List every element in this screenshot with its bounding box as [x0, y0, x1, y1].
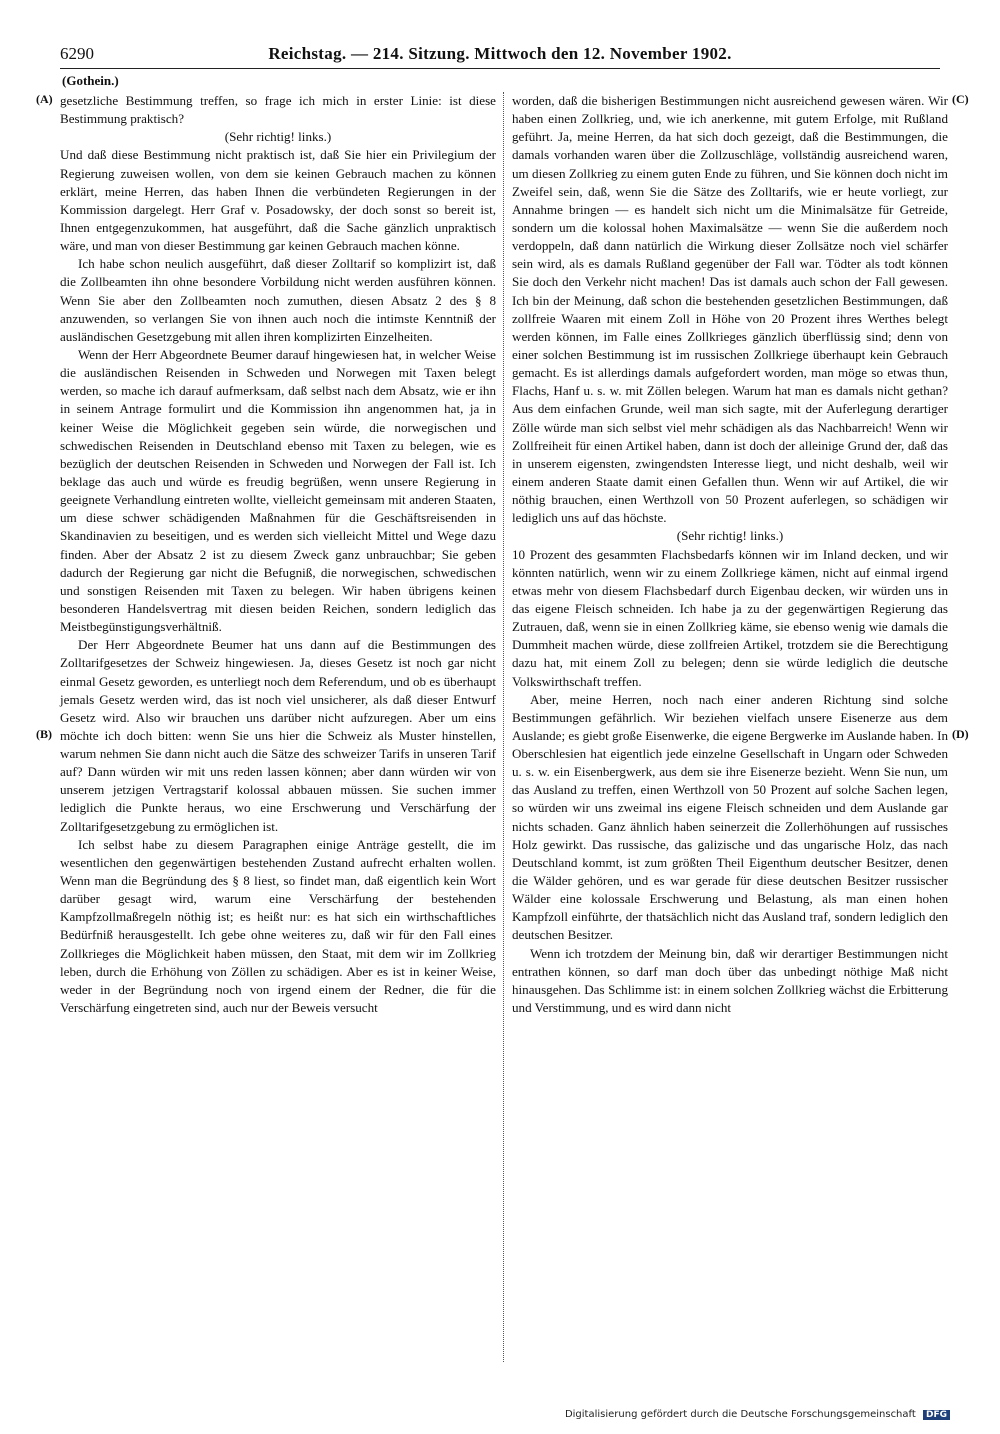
running-title: Reichstag. — 214. Sitzung. Mittwoch den 12. November 1902.	[268, 44, 732, 63]
paragraph: worden, daß die bisherigen Bestimmungen nicht ausreichend gewesen wären. Wir haben einen Zollkrieg, und, wie ich anerkenne, mit gutem Erfolge, mit Rußland geführt. Ja, meine Herren, da hat sich doch gezeigt, daß die Bestimmungen, die damals vorhanden waren über die Zollzuschläge, vollständig ausreichend waren, um diesen Zollkrieg zu einem guten Ende zu führen, und Sie können doch nicht im Zweifel sein, daß, wenn Sie die Sätze des Zolltarifs, wie er heute vorliegt, zur Annahme bringen — es handelt sich nicht um die Minimalsätze für Getreide, sondern um die kolossal hohen Maximalsätze — wenn Sie die außerdem noch verdoppeln, daß dann natürlich die Wirkung dieser Zollsätze noch viel schärfer sein wird, als es damals Rußland gegenüber der Fall war. Tödter als todt können Sie doch den Verkehr nicht machen! Das ist damals auch schon der Fall gewesen. Ich bin der Meinung, daß schon die bestehenden gesetzlichen Bestimmungen, daß zollfreie Waaren mit einem Zoll in Höhe von 20 Prozent ihres Werthes belegt werden können, im Falle eines Zollkrieges gänzlich überflüssig sind; denn von einer solchen Bestimmung ist im russischen Zollkriege überhaupt kein Gebrauch gemacht. Es ist allerdings damals aufgefordert worden, man möge so etwas thun, Flachs, Hanf u. s. w. mit Zöllen belegen. Warum hat man es damals nicht gethan? Aus dem einfachen Grunde, weil man sich sagte, mit der Auferlegung derartiger Zölle würde man sich selbst viel mehr schädigen als das Nachbarreich! Wenn wir Zollfreiheit für einen Artikel haben, dann ist doch der alleinige Grund der, daß das in unserem eigensten, zwingendsten Interesse liegt, und nicht deshalb, weil wir einem anderen Staate damit einen Gefallen thun. Wenn wir auf Artikel, die wir nöthig brauchen, einen Werthzoll von 50 Prozent auferlegen, so schädigen wir lediglich uns auf das höchste.	[512, 93, 948, 526]
paragraph: gesetzliche Bestimmung treffen, so frage ich mich in erster Linie: ist diese Bestimmung praktisch?	[60, 93, 496, 127]
paragraph: Wenn ich trotzdem der Meinung bin, daß wir derartiger Bestimmungen nicht entrathen können, so darf man doch über das unbedingt nöthige Maß nicht hinausgehen. Das Schlimme ist: in einem solchen Zollkrieg wächst die Erbitterung und Verstimmung, und es wird dann nicht	[512, 945, 948, 1016]
footer-credit	[565, 1409, 950, 1420]
paragraph: Aber, meine Herren, noch nach einer anderen Richtung sind solche Bestimmungen gefährlich. Wir beziehen vielfach unsere Eisenerze aus dem Auslande; es giebt große Eisenwerke, die eigene Bergwerke im Auslande haben. In Oberschlesien hat eigentlich jede einzelne Gesellschaft in Ungarn oder Schweden u. s. w. ein Eisenbergwerk, aus dem sie ihre Eisenerze bezieht. Wenn Sie nun, um das Ausland zu treffen, einen Werthzoll von 50 Prozent auf solche Sachen legen, so würden wir uns zweimal ins eigene Fleisch schneiden und dem Auslande gar nichts schaden. Ganz ähnlich haben seinerzeit die Zollerhöhungen auf russisches Holz gewirkt. Das russische, das galizische und das ungarische Holz, das nach Deutschland kommt, ist zum größten Theil Eigenthum deutscher Besitzer, denen die Wälder gehören, und es war gerade für diese deutschen Besitzer russischer Wälder eine kolossale Erschwerung und Belastung, als man einen hohen Kampfzoll einführte, der thatsächlich nicht das Ausland traf, sondern lediglich den deutschen Besitzer.	[512, 691, 948, 943]
margin-marker-d: (D)	[952, 727, 969, 741]
margin-marker-b: (B)	[36, 727, 52, 741]
interjection: (Sehr richtig! links.)	[224, 129, 332, 145]
paragraph: Ich habe schon neulich ausgeführt, daß dieser Zolltarif so komplizirt ist, daß die Zollbeamten ihn ohne besondere Vorbildung nicht werden ausführen können. Wenn Sie aber den Zollbeamten noch zumuthen, diesen Absatz 2 des § 8 anzuwenden, so verlangen Sie von ihnen auch noch die intimste Kenntniß der ausländischen Gesetzgebung mit allen ihren komplizirten Einzelheiten.	[60, 256, 496, 344]
right-column	[512, 92, 948, 1017]
speaker-label: (Gothein.)	[62, 73, 119, 88]
margin-marker-a: (A)	[36, 92, 53, 106]
left-column	[60, 92, 496, 1017]
margin-marker-c: (C)	[952, 92, 969, 106]
paragraph: Und daß diese Bestimmung nicht praktisch ist, daß Sie hier ein Privilegium der Regierung zuweisen wollen, von dem sie keinen Gebrauch machen zu können erklärt, meine Herren, das haben Ihnen die verbündeten Regierungen in der Kommission dargelegt. Herr Graf v. Posadowsky, der doch sonst so bereit ist, Ihnen entgegenzukommen, hat ausgeführt, daß die Sache gänzlich unpraktisch wäre, und man von dieser Bestimmung gar keinen Gebrauch machen könne.	[60, 147, 496, 254]
paragraph: 10 Prozent des gesammten Flachsbedarfs können wir im Inland decken, und wir könnten natürlich, wenn wir zu einem Zollkriege kämen, nicht auf einmal irgend etwas mehr von diesem Flachsbedarf durch Eigenbau decken, wir würden uns in das eigene Fleisch schneiden. Ich habe ja zu der gegenwärtigen Regierung das Zutrauen, daß, wenn sie in einen Zollkrieg käme, sie ebenso wenig wie damals die Dummheit machen würde, diese zollfreien Artikel, trotzdem sie die Berechtigung dazu hat, mit einem Zoll zu belegen; denn sie würde lediglich die deutsche Volkswirthschaft treffen.	[512, 546, 948, 689]
footer-credit-text: Digitalisierung gefördert durch die Deutsche Forschungsgemeinschaft	[564, 1409, 916, 1420]
paragraph: Der Herr Abgeordnete Beumer hat uns dann auf die Bestimmungen des Zolltarifgesetzes der Schweiz hingewiesen. Ja, dieses Gesetz ist noch gar nicht einmal Gesetz geworden, es unterliegt noch dem Referendum, und ob es überhaupt jemals Gesetz werden wird, das ist noch viel unsicherer, als daß dieser Entwurf Gesetz wird. Also wir brauchen uns darüber nicht aufzuregen. Aber um eins möchte ich doch bitten: wenn Sie uns hier die Schweiz als Muster hinstellen, warum nehmen Sie dann nicht auch die Sätze des schweizer Tarifs in unseren Tarif auf? Dann würden wir mit uns reden lassen können; aber dann würden wir von unserem jetzigen Vertragstarif kolossal abbauen müssen. Sie suchen immer lediglich die Punkte heraus, wo eine Erschwerung und Verschärfung der Zolltarifgesetzgebung zu ermöglichen ist.	[60, 637, 496, 834]
paragraph: Wenn der Herr Abgeordnete Beumer darauf hingewiesen hat, in welcher Weise die ausländischen Reisenden in Schweden und Norwegen mit Taxen belegt werden, so mache ich darauf aufmerksam, daß selbst nach dem Absatz, wie er ihn in seinem Antrage formulirt und die Kommission ihn angenommen hat, ja in keiner Weise die Möglichkeit gegeben sein würde, die norwegischen und schwedischen Reisenden in Deutschland ebenso mit Taxen zu belegen, wie es bezüglich der deutschen Reisenden in Schweden und Norwegen der Fall ist. Ich beklage das auch und würde es freudig begrüßen, wenn unsere Regierung in geeignete Verhandlung eintreten wollte, vielleicht gemeinsam mit anderen Staaten, um diese schwer schädigenden Maßnahmen für die Geschäftsreisenden in Skandinavien zu beseitigen, und es werden sich vielleicht Mittel und Wege dazu finden. Aber der Absatz 2 ist zu diesem Zweck ganz unbrauchbar; Sie geben dadurch der Regierung gar nicht die Befugniß, die norwegischen, schwedischen und sonstigen Reisenden mit Taxen zu belegen. Wir haben übrigens keinen besonderen Handelsvertrag mit diesen beiden Reichen, sondern lediglich das Meistbegünstigungsverhältniß.	[60, 346, 496, 635]
column-divider	[503, 92, 504, 1362]
interjection: (Sehr richtig! links.)	[676, 528, 784, 544]
dfg-logo: DFG	[923, 1410, 950, 1420]
page-number: 6290	[60, 44, 94, 63]
page-header	[60, 44, 940, 70]
header-rule	[60, 68, 940, 69]
paragraph: Ich selbst habe zu diesem Paragraphen einige Anträge gestellt, die im wesentlichen den gegenwärtigen bestehenden Zustand aufrecht erhalten wollen. Wenn man die Begründung des § 8 liest, so findet man, daß eigentlich kein Wort darüber gesagt wird, warum eine Verschärfung der bestehenden Kampfzollmaßregeln nöthig ist; es heißt nur: es hat sich ein wirthschaftliches Bedürfniß herausgestellt. Ich gebe ohne weiteres zu, daß wir für den Fall eines Zollkrieges die Möglichkeit haben müssen, den Staat, mit dem wir im Zollkrieg leben, durch die Erhöhung von Zöllen zu schädigen. Aber es ist in keiner Weise, weder in der Begründung noch von irgend einem der Redner, die für die Verschärfung eingetreten sind, auch nur der Beweis versucht	[60, 836, 496, 1016]
